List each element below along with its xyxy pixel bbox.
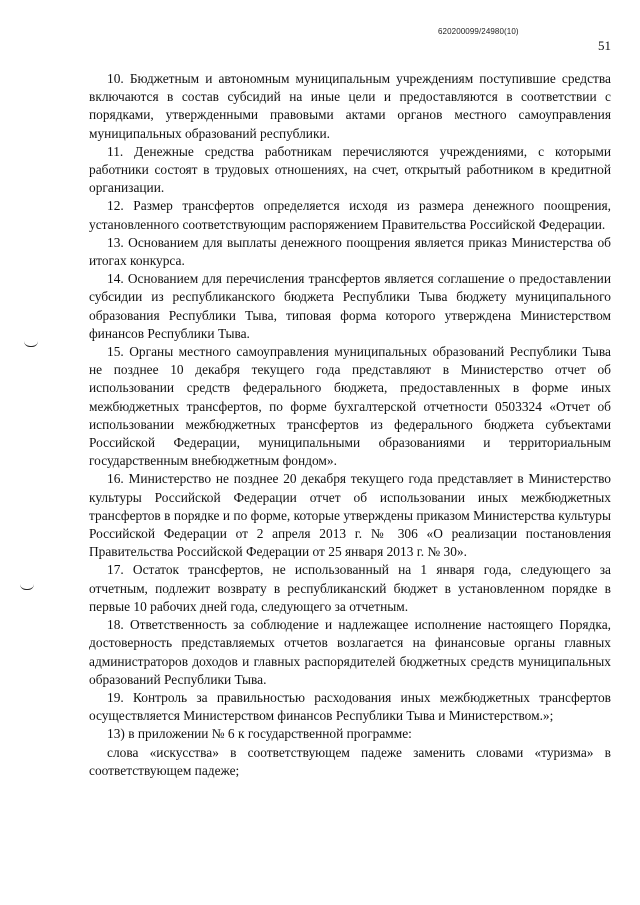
document-id: 620200099/24980(10) [438,27,519,36]
paragraph-14: 14. Основанием для перечисления трансфертов является соглашение о предоставлении субсидии из республиканского бюджета Республики Тыва бюджету муниципального образования Республики Тыва, типовая форма которого утверждена Министерством финансов Республики Тыва. [89,271,611,341]
paragraph-10: 10. Бюджетным и автономным муниципальным учреждениям поступившие средства включаются в состав субсидий на иные цели и предоставляются в соответствии с порядками, утвержденными правовыми актами органов местного самоуправления муниципальных образований республики. [89,71,611,141]
paragraph-13: 13. Основанием для выплаты денежного поощрения является приказ Министерства об итогах конкурса. [89,234,611,269]
paragraph-19: 19. Контроль за правильностью расходования иных межбюджетных трансфертов осуществляется Министерством финансов Республики Тыва и Министерством.»; [89,689,611,724]
paragraph-17: 17. Остаток трансфертов, не использованный на 1 января года, следующего за отчетным, подлежит возврату в республиканский бюджет в установленном порядке в первые 10 рабочих дней года, следующего за отчетным. [89,562,611,614]
paragraph-15: 15. Органы местного самоуправления муниципальных образований Республики Тыва не позднее 10 декабря текущего года представляют в Министерство отчет об использовании средств федерального бюджета, предоставленных в форме иных межбюджетных трансфертов, по форме бухгалтерской отчетности 0503324 «Отчет об использовании межбюджетных трансфертов из федерального бюджета субъектами Российской Федерации, муниципальными образованиями и территориальным государственным внебюджетным фондом». [89,344,611,469]
page-number: 51 [598,38,611,53]
margin-mark [24,341,38,347]
document-body [89,70,611,780]
item-13-text: слова «искусства» в соответствующем падеже заменить словами «туризма» в соответствующем падеже; [89,744,611,778]
paragraph-16: 16. Министерство не позднее 20 декабря текущего года представляет в Министерство культуры Российской Федерации отчет об использовании иных межбюджетных трансфертов в порядке и по форме, которые утверждены приказом Министерства культуры Российской Федерации от 2 апреля 2013 г. № 306 «О реализации постановления Правительства Российской Федерации от 25 января 2013 г. № 30». [89,471,611,560]
item-13-heading: 13) в приложении № 6 к государственной программе: [107,726,412,742]
paragraph-12: 12. Размер трансфертов определяется исходя из размера денежного поощрения, установленного соответствующим распоряжением Правительства Российской Федерации. [89,198,611,232]
paragraph-11: 11. Денежные средства работникам перечисляются учреждениями, с которыми работники состоят в трудовых отношениях, на счет, открытый работником в кредитной организации. [89,143,611,196]
paragraph-18: 18. Ответственность за соблюдение и надлежащее исполнение настоящего Порядка, достоверность представляемых отчетов возлагается на финансовые органы главных администраторов доходов и главных распорядителей бюджетных средств муниципальных образований Республики Тыва. [89,617,611,687]
margin-mark [20,584,34,590]
